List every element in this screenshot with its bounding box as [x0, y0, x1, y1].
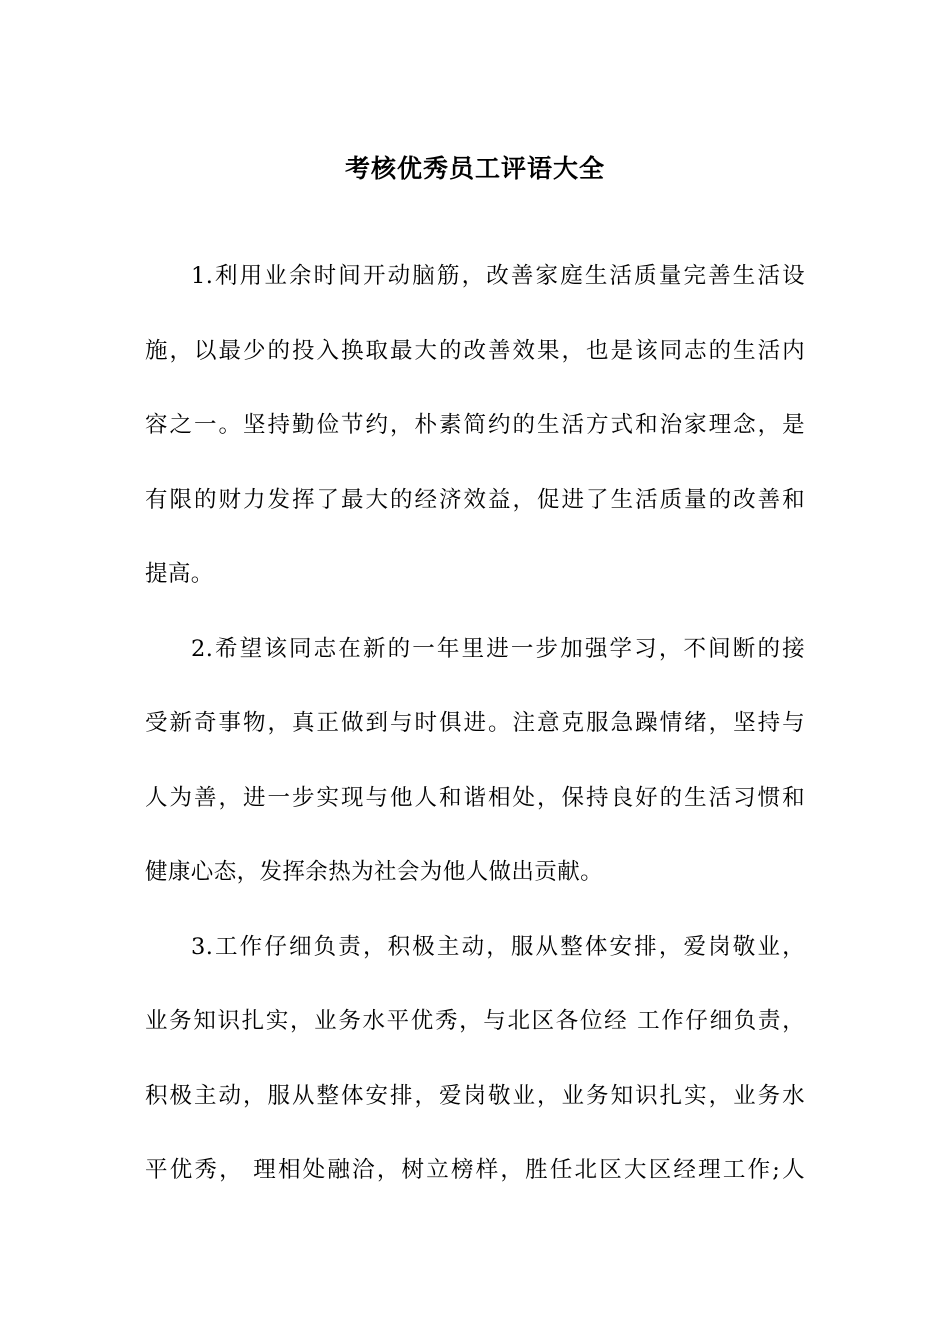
- text-line: 人为善，进一步实现与他人和谐相处，保持良好的生活习惯和: [145, 784, 805, 811]
- text-line: 1.利用业余时间开动脑筋，改善家庭生活质量完善生活设: [191, 263, 805, 289]
- text-line: 平优秀， 理相处融洽，树立榜样，胜任北区大区经理工作;人: [145, 1157, 805, 1183]
- text-line: 容之一。坚持勤俭节约，朴素简约的生活方式和治家理念，是: [145, 412, 805, 438]
- text-line: 3.工作仔细负责，积极主动，服从整体安排，爱岗敬业，: [191, 933, 805, 960]
- text-line: 施，以最少的投入换取最大的改善效果，也是该同志的生活内: [145, 337, 805, 364]
- document-title: 考核优秀员工评语大全: [344, 153, 605, 183]
- text-line: 受新奇事物，真正做到与时俱进。注意克服急躁情绪，坚持与: [145, 710, 805, 736]
- document-body: [145, 252, 805, 1221]
- text-line: 健康心态，发挥余热为社会为他人做出贡献。: [145, 859, 604, 885]
- text-line: 业务知识扎实，业务水平优秀，与北区各位经 工作仔细负责，: [145, 1008, 805, 1034]
- text-line: 有限的财力发挥了最大的经济效益，促进了生活质量的改善和: [145, 486, 805, 513]
- text-line: 2.希望该同志在新的一年里进一步加强学习，不间断的接: [191, 635, 805, 662]
- text-line: 积极主动，服从整体安排，爱岗敬业，业务知识扎实，业务水: [145, 1082, 805, 1109]
- text-line: 提高。: [145, 561, 214, 587]
